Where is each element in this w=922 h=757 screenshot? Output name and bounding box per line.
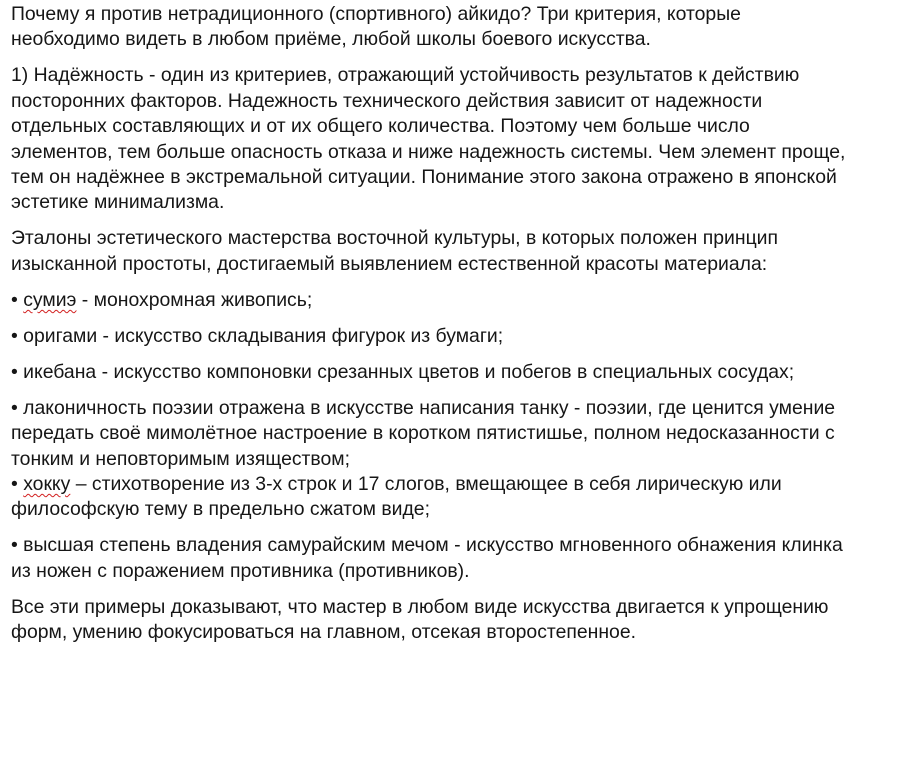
list-item-poetry xyxy=(11,396,915,472)
text-line: из ножен с поражением противника (противников). xyxy=(11,559,470,582)
list-item-text: • икебана - искусство компоновки срезанных цветов и побегов в специальных сосудах; xyxy=(11,360,795,383)
text-line: Эталоны эстетического мастерства восточной культуры, в которых положен принцип xyxy=(11,227,779,250)
text-line: • лаконичность поэзии отражена в искусстве написания танку - поэзии, где ценится умение xyxy=(11,396,836,419)
aesthetic-standards-paragraph xyxy=(11,226,915,277)
text-line: посторонних факторов. Надежность технического действия зависит от надежности xyxy=(11,89,763,112)
text-line: тем он надёжнее в экстремальной ситуации. Понимание этого закона отражено в японской xyxy=(11,166,837,189)
intro-question-paragraph xyxy=(11,2,915,53)
list-item-sumie xyxy=(11,288,915,313)
document-body xyxy=(11,2,915,646)
text-line: изысканной простоты, достигаемый выявлением естественной красоты материала: xyxy=(11,252,768,275)
text-line: 1) Надёжность - один из критериев, отражающий устойчивость результатов к действию xyxy=(11,64,800,87)
text-line: Все эти примеры доказывают, что мастер в любом виде искусства двигается к упрощению xyxy=(11,595,829,618)
bullet-prefix: • xyxy=(11,473,24,496)
text-line: форм, умению фокусироваться на главном, отсекая второстепенное. xyxy=(11,621,637,644)
text-line: необходимо видеть в любом приёме, любой школы боевого искусства. xyxy=(11,28,651,51)
text-line: элементов, тем больше опасность отказа и ниже надежность системы. Чем элемент проще, xyxy=(11,140,846,163)
list-item-sword xyxy=(11,533,915,584)
conclusion-paragraph xyxy=(11,595,915,646)
text-line: • высшая степень владения самурайским мечом - искусство мгновенного обнажения клинка xyxy=(11,534,843,557)
text-line: философскую тему в предельно сжатом виде; xyxy=(11,498,430,521)
text-line: передать своё мимолётное настроение в коротком пятистишье, полном недосказанности с xyxy=(11,422,835,445)
text-line xyxy=(11,472,915,497)
list-item-text: - монохромная живопись; xyxy=(76,288,313,311)
text-line: отдельных составляющих и от их общего количества. Поэтому чем больше число xyxy=(11,115,750,138)
spellcheck-flagged-word[interactable]: хокку xyxy=(23,473,71,496)
list-item-ikebana xyxy=(11,360,915,385)
bullet-prefix: • xyxy=(11,288,24,311)
spellcheck-flagged-word[interactable]: сумиэ xyxy=(23,288,77,311)
list-item-text: – стихотворение из 3-х строк и 17 слогов, вмещающее в себя лирическую или xyxy=(70,473,782,496)
list-item-text: • оригами - искусство складывания фигурок из бумаги; xyxy=(11,324,504,347)
text-line: Почему я против нетрадиционного (спортивного) айкидо? Три критерия, которые xyxy=(11,3,741,25)
list-item-origami xyxy=(11,324,915,349)
list-item-haiku xyxy=(11,472,915,523)
reliability-paragraph xyxy=(11,63,915,215)
text-line: тонким и неповторимым изяществом; xyxy=(11,447,351,470)
text-line: эстетике минимализма. xyxy=(11,191,225,214)
